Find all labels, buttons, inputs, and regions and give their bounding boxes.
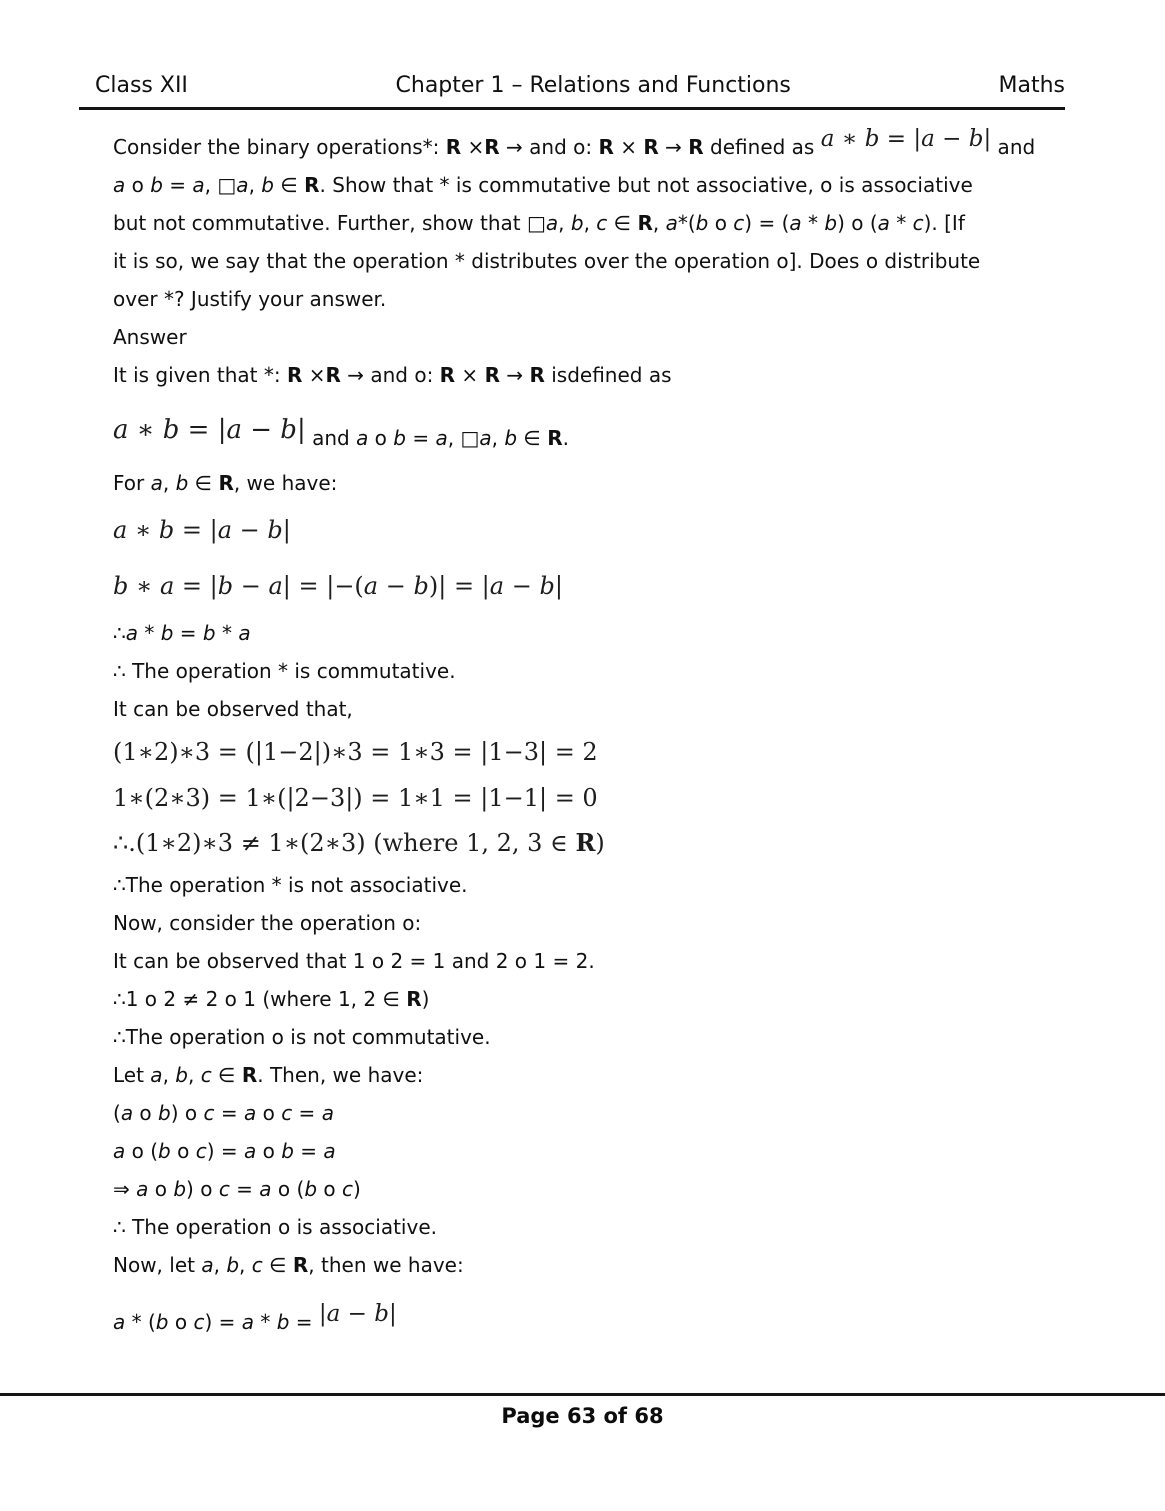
formula-segment: a ∗ b = |a − b| <box>113 516 291 544</box>
text-segment: For <box>113 471 151 495</box>
text-segment: R <box>439 363 456 387</box>
text-line <box>113 128 1119 166</box>
text-line <box>113 1094 1119 1132</box>
text-line <box>113 652 1119 690</box>
text-segment: R <box>598 135 614 159</box>
text-line <box>113 980 1119 1018</box>
text-segment: , then we have: <box>308 1253 464 1277</box>
text-segment: a, b, c ∈ <box>150 1063 242 1087</box>
text-line <box>113 1284 1119 1344</box>
text-segment: R <box>286 363 303 387</box>
text-line <box>113 1056 1119 1094</box>
text-segment: a * b = b * a <box>125 621 251 645</box>
text-line <box>113 356 1119 394</box>
text-segment: R <box>445 135 462 159</box>
formula-line <box>113 820 1119 866</box>
text-segment: ∴ <box>113 621 126 645</box>
text-segment: It can be observed that, <box>113 697 353 721</box>
text-segment: R <box>484 135 500 159</box>
text-segment: → and o: <box>499 135 599 159</box>
text-segment: . Then, we have: <box>257 1063 424 1087</box>
text-segment: R <box>325 363 341 387</box>
text-segment: ∴The operation o is not commutative. <box>113 1025 491 1049</box>
text-segment: a o (b o c) = a o b = a <box>113 1139 336 1163</box>
page-header <box>79 0 1065 110</box>
text-segment: R <box>241 1063 258 1087</box>
page-number-label: Page 63 of 68 <box>501 1404 664 1428</box>
text-segment: isdefined as <box>544 363 672 387</box>
text-line <box>113 942 1119 980</box>
text-segment: Now, consider the operation o: <box>113 911 422 935</box>
text-segment: R <box>688 135 704 159</box>
text-segment: → <box>658 135 689 159</box>
text-segment: but not commutative. Further, show that □ <box>113 211 546 235</box>
text-line <box>113 614 1119 652</box>
text-segment: R <box>292 1253 309 1277</box>
text-segment: It can be observed that 1 o 2 = 1 and 2 o 1 = 2. <box>113 949 595 973</box>
text-segment: ∴1 o 2 ≠ 2 o 1 (where 1, 2 ∈ <box>113 987 407 1011</box>
text-line <box>113 464 1119 502</box>
text-segment: R <box>547 426 563 450</box>
text-line <box>113 394 1119 464</box>
text-segment: R <box>529 363 545 387</box>
text-line <box>113 866 1119 904</box>
formula-segment: R <box>575 828 596 857</box>
text-line <box>113 1246 1119 1284</box>
content-lines <box>0 110 1165 1344</box>
text-segment: a o b = a, □a, b ∈ <box>113 173 305 197</box>
text-segment: , we have: <box>233 471 338 495</box>
formula-line <box>113 776 1119 820</box>
text-segment: a, b ∈ <box>150 471 219 495</box>
text-segment: R <box>643 135 659 159</box>
text-segment: × <box>613 135 644 159</box>
header-class-label: Class XII <box>95 73 188 98</box>
header-chapter-title: Chapter 1 – Relations and Functions <box>395 73 791 98</box>
text-line <box>113 242 1119 280</box>
text-segment: and <box>305 426 357 450</box>
text-line <box>113 690 1119 728</box>
formula-line <box>113 502 1119 558</box>
text-segment: a o b) o c = a o (b o c) <box>136 1177 361 1201</box>
text-segment: Consider the binary operations*: <box>113 135 446 159</box>
text-segment: Let <box>113 1063 151 1087</box>
text-segment: ⇒ <box>113 1177 137 1201</box>
formula-line <box>113 558 1119 614</box>
text-segment: (a o b) o c = a o c = a <box>113 1101 334 1125</box>
text-segment: ) <box>421 987 430 1011</box>
text-segment: it is so, we say that the operation * distributes over the operation o]. Does o distribute <box>113 249 981 273</box>
text-segment: Now, let <box>113 1253 202 1277</box>
text-segment: → <box>499 363 530 387</box>
text-segment: ∴ The operation * is commutative. <box>113 659 456 683</box>
formula-line <box>113 728 1119 776</box>
formula-segment: (1∗2)∗3 = (|1−2|)∗3 = 1∗3 = |1−3| = 2 <box>113 738 598 766</box>
text-line <box>113 166 1119 204</box>
text-segment: R <box>406 987 422 1011</box>
formula-segment: b ∗ a = |b − a| = |−(a − b)| = |a − b| <box>113 572 563 600</box>
header-subject-label: Maths <box>998 73 1065 98</box>
text-segment: R <box>484 363 500 387</box>
text-line <box>113 1208 1119 1246</box>
text-segment: ∴ The operation o is associative. <box>113 1215 437 1239</box>
text-segment: R <box>304 173 320 197</box>
text-segment: . Show that * is commutative but not associative, o is associative <box>319 173 973 197</box>
formula-segment: |a − b| <box>318 1301 397 1327</box>
text-segment: a o b = a, □a, b ∈ <box>356 426 548 450</box>
formula-segment: 1∗(2∗3) = 1∗(|2−3|) = 1∗1 = |1−1| = 0 <box>113 784 598 812</box>
text-line <box>113 904 1119 942</box>
text-line <box>113 1018 1119 1056</box>
formula-segment: ∴.(1∗2)∗3 ≠ 1∗(2∗3) (where 1, 2, 3 ∈ <box>113 829 576 857</box>
text-segment: defined as <box>703 135 821 159</box>
text-segment: R <box>218 471 234 495</box>
footer-divider <box>0 1393 1165 1396</box>
text-segment: a, b, c ∈ <box>201 1253 293 1277</box>
text-segment: × <box>302 363 326 387</box>
formula-segment: ) <box>595 829 605 857</box>
text-segment: , a*(b o c) = (a * b) o (a * c). [If <box>652 211 965 235</box>
text-segment: × <box>461 135 485 159</box>
text-line <box>113 318 1119 356</box>
text-segment: over *? Justify your answer. <box>113 287 387 311</box>
text-segment: and <box>991 135 1036 159</box>
text-segment: a * (b o c) = a * b = <box>113 1310 319 1334</box>
formula-segment: a ∗ b = |a − b| <box>113 415 306 445</box>
text-segment: → and o: <box>340 363 440 387</box>
text-line <box>113 204 1119 242</box>
text-segment: a, b, c ∈ <box>545 211 638 235</box>
text-segment: × <box>455 363 485 387</box>
text-line <box>113 1132 1119 1170</box>
text-line <box>113 1170 1119 1208</box>
text-segment: Answer <box>113 325 187 349</box>
text-segment: R <box>637 211 653 235</box>
text-segment: . <box>562 426 569 450</box>
formula-segment: a ∗ b = |a − b| <box>820 126 992 152</box>
text-segment: It is given that *: <box>113 363 287 387</box>
text-line <box>113 280 1119 318</box>
text-segment: ∴The operation * is not associative. <box>113 873 468 897</box>
